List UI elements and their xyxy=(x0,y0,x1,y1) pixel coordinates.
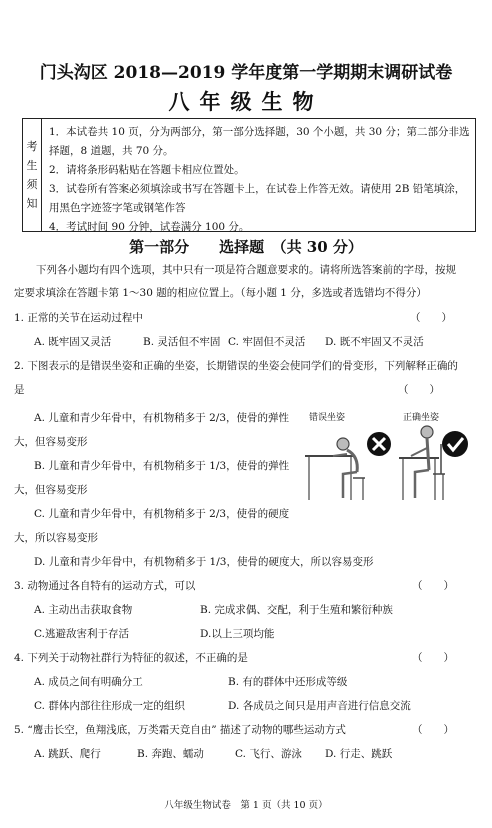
right-posture-label: 正确坐姿 xyxy=(403,413,440,423)
answer-paren: （ ） xyxy=(398,384,440,396)
notice-items xyxy=(49,123,473,237)
option-a-cont: 大，但容易变形 xyxy=(14,436,88,448)
notice-item: 4．考试时间 90 分钟，试卷满分 100 分。 xyxy=(49,221,250,233)
option-c: C. 牢固但不灵活 xyxy=(228,336,306,348)
question-5-stem: 5. “鹰击长空，鱼翔浅底，万类霜天竞自由” 描述了动物的哪些运动方式 xyxy=(14,724,346,736)
option-d: D.以上三项均能 xyxy=(200,628,275,640)
answer-paren: （ ） xyxy=(412,724,454,736)
answer-paren: （ ） xyxy=(412,580,454,592)
option-a: A. 跳跃、爬行 xyxy=(34,748,101,760)
question-3-stem: 3. 动物通过各自特有的运动方式，可以 xyxy=(14,580,196,592)
notice-item: 1．本试卷共 10 页，分为两部分，第一部分选择题，30 个小题，共 30 分；第二部分非选择题，8 道题，共 70 分。 xyxy=(49,126,470,157)
instructions-line: 下列各小题均有四个选项，其中只有一项是符合题意要求的。请将所选答案前的字母，按规 xyxy=(36,264,456,276)
option-c: C. 群体内部往往形成一定的组织 xyxy=(34,700,185,712)
answer-paren: （ ） xyxy=(412,652,454,664)
notice-item: 3．试卷所有答案必须填涂或书写在答题卡上，在试卷上作答无效。请使用 2B 铅笔填涂，用黑色字迹签字笔或钢笔作答 xyxy=(49,183,466,214)
option-c: C. 儿童和青少年骨中，有机物稍多于 2/3，使骨的硬度 xyxy=(34,508,290,520)
option-a: A. 既牢固又灵活 xyxy=(34,336,112,348)
right-mark-icon xyxy=(442,431,468,457)
option-b: B. 有的群体中还形成等级 xyxy=(228,676,348,688)
question-2-stem-cont: 是 xyxy=(14,384,25,396)
wrong-posture-label: 错误坐姿 xyxy=(309,413,346,423)
question-2-stem: 2. 下图表示的是错误坐姿和正确的坐姿，长期错误的坐姿会使同学们的骨变形，下列解释正确的 xyxy=(14,360,458,372)
option-d: D. 行走、跳跃 xyxy=(325,748,393,760)
option-b: B. 儿童和青少年骨中，有机物稍多于 1/3，使骨的弹性 xyxy=(34,460,290,472)
option-b: B. 完成求偶、交配，利于生殖和繁衍种族 xyxy=(200,604,393,616)
option-b: B. 奔跑、蠕动 xyxy=(137,748,204,760)
notice-label-char: 知 xyxy=(26,197,38,210)
notice-label-char: 须 xyxy=(26,178,38,191)
exam-title: 门头沟区 2018—2019 学年度第一学期期末调研试卷 xyxy=(39,63,453,83)
option-a: A. 儿童和青少年骨中，有机物稍多于 2/3，使骨的弹性 xyxy=(34,412,289,424)
exam-subtitle: 八年级生物 xyxy=(168,89,324,114)
notice-box xyxy=(22,118,476,232)
option-d: D. 既不牢固又不灵活 xyxy=(325,336,424,348)
section-title: 第一部分 选择题 （共 30 分） xyxy=(129,238,363,256)
option-d: D. 各成员之间只是用声音进行信息交流 xyxy=(228,700,411,712)
notice-item: 2．请将条形码粘贴在答题卡相应位置处。 xyxy=(49,164,245,176)
option-c: C. 飞行、游泳 xyxy=(235,748,302,760)
option-a: A. 主动出击获取食物 xyxy=(34,604,133,616)
instructions-line: 定要求填涂在答题卡第 1～30 题的相应位置上。（每小题 1 分，多选或者选错均不得分） xyxy=(14,287,427,299)
option-c: C.逃避敌害利于存活 xyxy=(34,628,129,640)
answer-paren: （ ） xyxy=(410,312,452,324)
question-4-stem: 4. 下列关于动物社群行为特征的叙述，不正确的是 xyxy=(14,652,248,664)
notice-label-char: 考 xyxy=(26,140,38,153)
option-d: D. 儿童和青少年骨中，有机物稍多于 1/3，使骨的硬度大，所以容易变形 xyxy=(34,556,374,568)
question-1-stem: 1. 正常的关节在运动过程中 xyxy=(14,312,143,324)
wrong-posture-figure xyxy=(305,438,365,500)
posture-drawing xyxy=(303,408,471,508)
option-c-cont: 大，所以容易变形 xyxy=(14,532,98,544)
option-a: A. 成员之间有明确分工 xyxy=(34,676,143,688)
notice-label-char: 生 xyxy=(26,159,38,172)
posture-illustration xyxy=(303,408,471,508)
option-b: B. 灵活但不牢固 xyxy=(143,336,221,348)
notice-label xyxy=(23,119,42,231)
right-posture-figure xyxy=(399,426,445,500)
option-b-cont: 大，但容易变形 xyxy=(14,484,88,496)
page-footer: 八年级生物试卷 第 1 页（共 10 页） xyxy=(164,800,328,811)
